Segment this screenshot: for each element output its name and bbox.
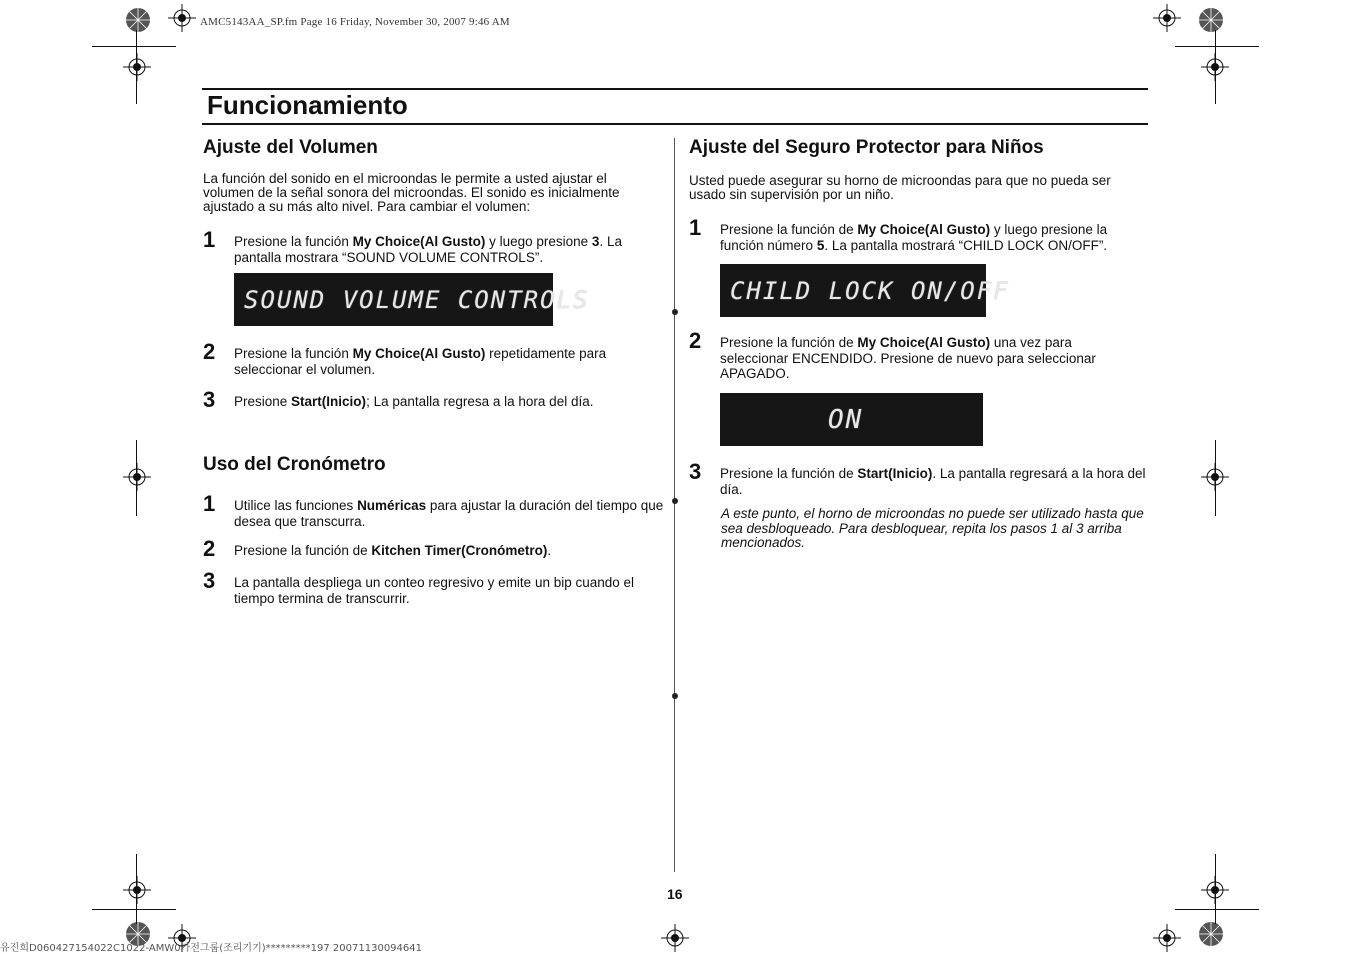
registration-mark-bottom-right (1197, 920, 1225, 948)
title-rule-bottom (202, 123, 1148, 125)
divider-dot-1 (672, 309, 678, 315)
crop-line-v-br (1215, 854, 1216, 924)
timer-step-3-number: 3 (203, 568, 216, 593)
crosshair-mark-bottom-right (1153, 924, 1181, 952)
child-lock-display (720, 264, 1010, 317)
registration-mark-top-right (1197, 6, 1225, 34)
childlock-heading: Ajuste del Seguro Protector para Niños (689, 137, 1044, 158)
crosshair-mark-top-left (168, 4, 196, 32)
crosshair-mark-left-upper (123, 53, 151, 81)
volume-step-3-number: 3 (203, 387, 216, 412)
childlock-step-2-number: 2 (689, 328, 702, 353)
crop-line-h-br (1175, 909, 1259, 910)
crop-line-v-tr (1215, 30, 1216, 104)
volume-step-1-number: 1 (203, 227, 216, 252)
crop-line-v-rm (1215, 440, 1216, 516)
volume-step-3-text: Presione Start(Inicio); La pantalla regresa a la hora del día. (234, 394, 594, 409)
registration-mark-top-left (124, 6, 152, 34)
crop-line-v-bl (136, 854, 137, 924)
volume-intro: La función del sonido en el microondas le permite a usted ajustar el volumen de la señal sonora del microondas. El sonido es inicialmente ajustado a su más alto nivel. Para cambiar el volumen: (203, 171, 620, 214)
childlock-step-3-number: 3 (689, 459, 702, 484)
crop-line-v-tl (136, 30, 137, 104)
sound-volume-display-text: SOUND VOLUME CONTROLS (244, 285, 590, 314)
childlock-note: A este punto, el horno de microondas no puede ser utilizado hasta que sea desbloqueado. Para desbloquear, repita los pasos 1 al 3 arriba mencionados. (721, 506, 1144, 550)
childlock-step-1-text: Presione la función de My Choice(Al Gusto) y luego presione la función número 5. La pantalla mostrará “CHILD LOCK ON/OFF”. (720, 222, 1108, 253)
timer-step-1-number: 1 (203, 491, 216, 516)
crosshair-mark-left-middle (123, 463, 151, 491)
divider-dot-3 (672, 693, 678, 699)
timer-step-2-number: 2 (203, 536, 216, 561)
timer-step-2-text: Presione la función de Kitchen Timer(Cronómetro). (234, 543, 552, 558)
timer-heading: Uso del Cronómetro (203, 454, 386, 475)
childlock-step-1-number: 1 (689, 215, 702, 240)
crop-line-h-tr (1175, 46, 1259, 47)
childlock-intro: Usted puede asegurar su horno de microondas para que no pueda ser usado sin supervisión por un niño. (689, 173, 1111, 202)
footer-print-code: 유진희D060427154022C1022-AMW0가전그룹(조리기기)*********197 20071130094641 (0, 943, 422, 954)
crosshair-mark-left-lower (123, 876, 151, 904)
on-display-text: ON (828, 404, 864, 435)
crop-line-h-tl (92, 46, 176, 47)
volume-step-1-text: Presione la función My Choice(Al Gusto) y luego presione 3. La pantalla mostrara “SOUND VOLUME CONTROLS”. (234, 234, 622, 265)
file-info-header: AMC5143AA_SP.fm Page 16 Friday, November 30, 2007 9:46 AM (200, 16, 510, 28)
childlock-step-3-text: Presione la función de Start(Inicio). La pantalla regresará a la hora del día. (720, 466, 1146, 497)
on-display (720, 393, 983, 446)
crop-line-v-lm (136, 440, 137, 516)
timer-step-1-text: Utilice las funciones Numéricas para ajustar la duración del tiempo que desea que transcurra. (234, 498, 664, 529)
crop-line-h-bl (92, 909, 176, 910)
page-number: 16 (667, 886, 683, 902)
crosshair-mark-top-right (1153, 4, 1181, 32)
volume-step-2-number: 2 (203, 339, 216, 364)
column-divider (674, 138, 675, 872)
page-title: Funcionamiento (207, 90, 408, 120)
sound-volume-display (234, 273, 590, 326)
volume-heading: Ajuste del Volumen (203, 137, 378, 158)
child-lock-display-text: CHILD LOCK ON/OFF (730, 276, 1010, 305)
timer-step-3-text: La pantalla despliega un conteo regresivo y emite un bip cuando el tiempo termina de transcurrir. (234, 575, 635, 606)
childlock-step-2-text: Presione la función de My Choice(Al Gusto) una vez para seleccionar ENCENDIDO. Presione de nuevo para seleccionar APAGADO. (720, 335, 1096, 381)
volume-step-2-text: Presione la función My Choice(Al Gusto) repetidamente para seleccionar el volumen. (234, 346, 607, 377)
divider-dot-2 (672, 498, 678, 504)
crosshair-mark-bottom-center (661, 924, 689, 952)
